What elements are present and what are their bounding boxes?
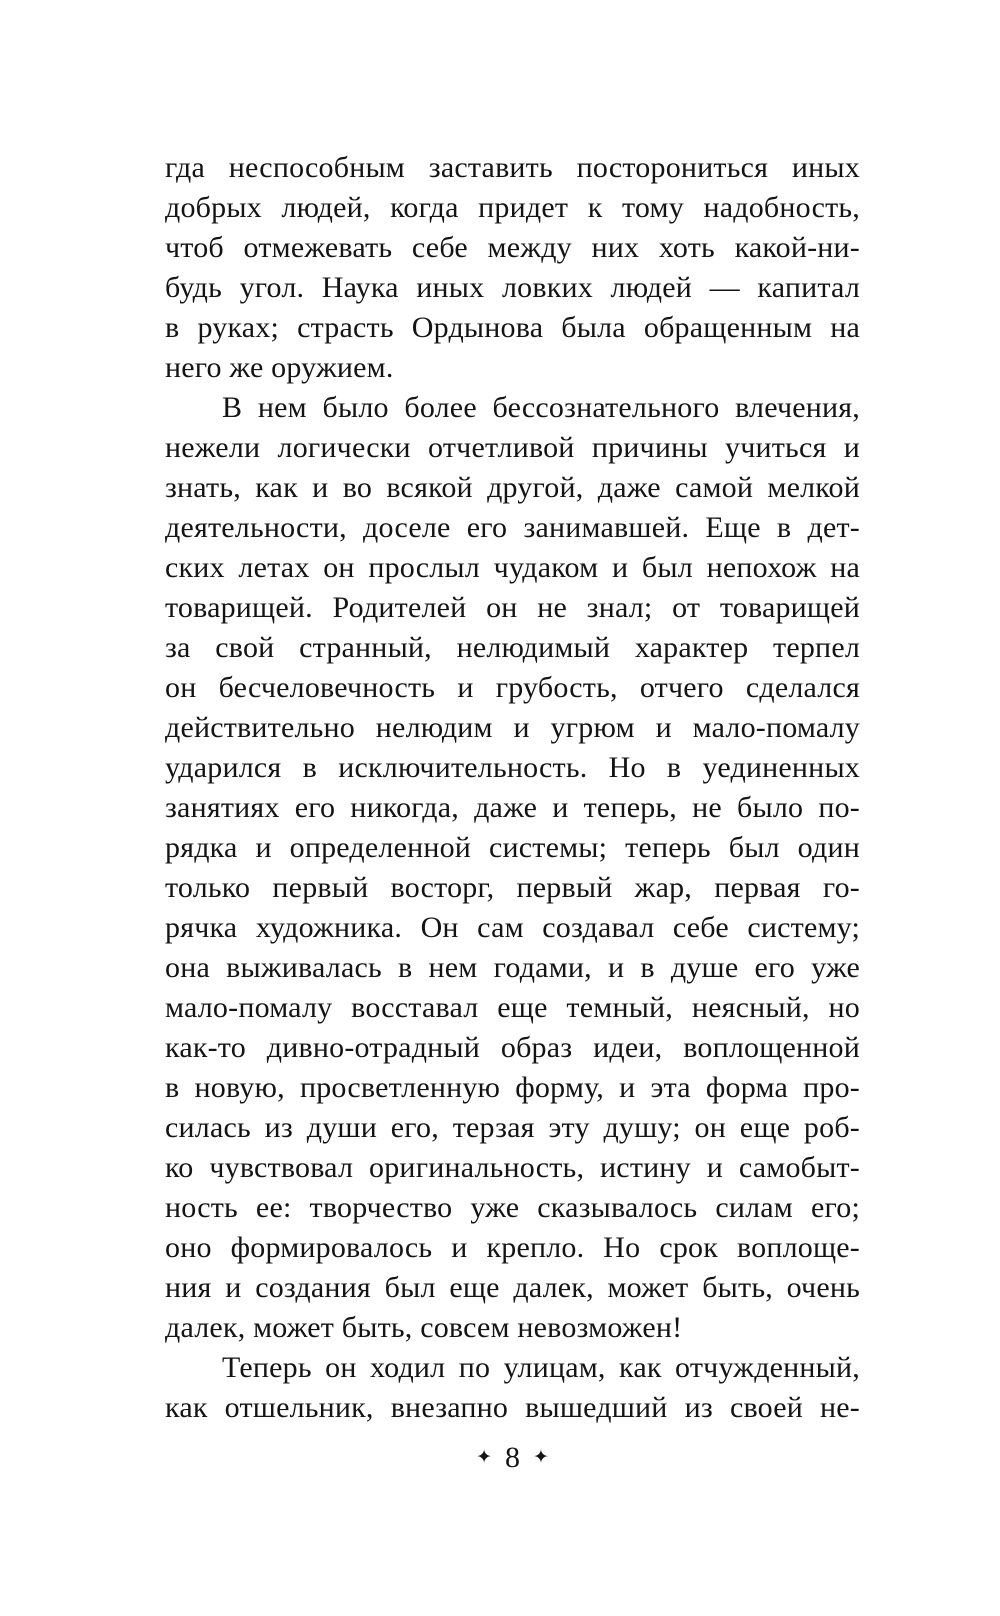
text-line: далек, может быть, совсем невозможен! <box>165 1311 683 1344</box>
text-line: как отшельник, внезапно вышедший из своей не- <box>165 1391 860 1424</box>
text-line: он бесчеловечность и грубость, отчего сделался <box>165 671 860 704</box>
diamond-ornament-icon: ✦ <box>533 1447 549 1468</box>
text-line: за свой странный, нелюдимый характер терпел <box>165 631 860 664</box>
text-line: будь угол. Наука иных ловких людей — капитал <box>165 271 860 304</box>
text-line: ния и создания был еще далек, может быть, очень <box>165 1271 860 1304</box>
text-line: как-то дивно-отрадный образ идеи, воплощенной <box>165 1031 860 1064</box>
text-line: товарищей. Родителей он не знал; от товарищей <box>165 591 860 624</box>
text-line: Теперь он ходил по улицам, как отчужденный, <box>222 1351 860 1384</box>
text-line: ко чувствовал оригинальность, истину и самобыт- <box>165 1151 860 1184</box>
text-line: рячка художника. Он сам создавал себе систему; <box>165 911 860 944</box>
diamond-ornament-icon: ✦ <box>476 1447 492 1468</box>
text-line: добрых людей, когда придет к тому надобность, <box>165 191 860 224</box>
text-line: чтоб отмежевать себе между них хоть какой-ни- <box>165 231 860 264</box>
text-line: в новую, просветленную форму, и эта форма про- <box>165 1071 860 1104</box>
text-line: занятиях его никогда, даже и теперь, не было по- <box>165 791 860 824</box>
text-line: силась из души его, терзая эту душу; он еще роб- <box>165 1111 860 1144</box>
text-line: она выживалась в нем годами, и в душе его уже <box>165 951 860 984</box>
text-line: деятельности, доселе его занимавшей. Еще в дет- <box>165 511 860 544</box>
text-line: ских летах он прослыл чудаком и был непохож на <box>165 551 860 584</box>
text-line: действительно нелюдим и угрюм и мало-помалу <box>165 711 860 744</box>
text-line: ность ее: творчество уже сказывалось силам его; <box>165 1191 860 1224</box>
text-line: нежели логически отчетливой причины учиться и <box>165 431 860 464</box>
text-line: в руках; страсть Ордынова была обращенным на <box>165 311 860 344</box>
text-line: только первый восторг, первый жар, первая го- <box>165 871 860 904</box>
text-line: мало-помалу восставал еще темный, неясный, но <box>165 991 860 1024</box>
page-number: 8 <box>505 1441 520 1474</box>
text-line: В нем было более бессознательного влечения, <box>222 391 860 424</box>
text-line: него же оружием. <box>165 351 394 384</box>
page-text <box>165 148 860 1428</box>
text-line: рядка и определенной системы; теперь был один <box>165 831 860 864</box>
page-footer <box>165 1436 860 1480</box>
text-line: гда неспособным заставить посторониться иных <box>165 151 860 184</box>
text-line: знать, как и во всякой другой, даже самой мелкой <box>165 471 860 504</box>
text-line: оно формировалось и крепло. Но срок воплоще- <box>165 1231 860 1264</box>
text-line: ударился в исключительность. Но в уединенных <box>165 751 860 784</box>
